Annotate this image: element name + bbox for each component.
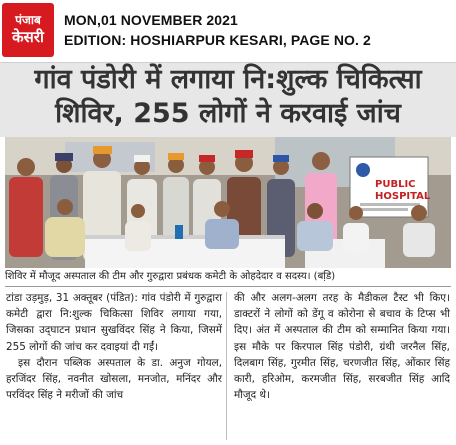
news-photo <box>5 137 451 268</box>
logo-line-2: केसरी <box>12 27 44 46</box>
newspaper-logo <box>2 3 54 57</box>
headline <box>0 62 456 137</box>
banner-word-2: HOSPITAL <box>375 191 431 202</box>
edition-info: EDITION: HOSHIARPUR KESARI, PAGE NO. 2 <box>64 32 371 48</box>
article-paragraph: टांडा उड़मुड़, 31 अक्तूबर (पंडित): गांव पंडोरी में गुरुद्वारा कमेटी द्वारा नि:शुल्क चिकित्सा शिविर लगाया गया, जिसका उद्‌घाटन प्रधान सुखविंदर सिंह ने किया, जिसमें 255 लोगों की जांच कर दवाइयां दी गईं। <box>6 292 222 353</box>
article-column-1 <box>6 290 222 403</box>
article-paragraph: इस दौरान पब्लिक अस्पताल के डा. अनुज गोयल, हरजिंदर सिंह, नवनीत खोसला, मनजोत, मनिंदर और परविंदर सिंह ने मरीजों की जांच <box>6 356 222 402</box>
group-photo-illustration <box>5 137 451 268</box>
headline-line-1: गांव पंडोरी में लगाया नि:शुल्क चिकित्सा <box>34 64 422 95</box>
article-column-2 <box>234 290 450 403</box>
banner-word-1: PUBLIC <box>375 179 416 190</box>
column-divider <box>226 292 227 440</box>
headline-line-2: शिविर, 255 लोगों ने करवाई जांच <box>55 98 401 129</box>
article-paragraph: की और अलग-अलग तरह के मैडीकल टैस्ट भी किए। डाक्टरों ने लोगों को डेंगू व कोरोना से बचाव के टिप्स भी दिए। अंत में अस्पताल की टीम को सम्मानित किया गया। इस मौके पर किरपाल सिंह पंडोरी, ग्रंथी जरनैल सिंह, दिलबाग सिंह, गुरमीत सिंह, चरणजीत सिंह, ओंकार सिंह कारी, हरिओम, करमजीत सिंह, सरबजीत सिंह आदि मौजूद थे। <box>234 292 450 402</box>
publication-date: MON,01 NOVEMBER 2021 <box>64 12 238 28</box>
logo-line-1: पंजाब <box>15 13 41 28</box>
dateline <box>64 10 371 50</box>
photo-caption: शिविर में मौजूद अस्पताल की टीम और गुरुद्वारा प्रबंधक कमेटी के ओहदेदार व सदस्य। (बडि़) <box>5 268 451 287</box>
masthead <box>0 0 456 62</box>
